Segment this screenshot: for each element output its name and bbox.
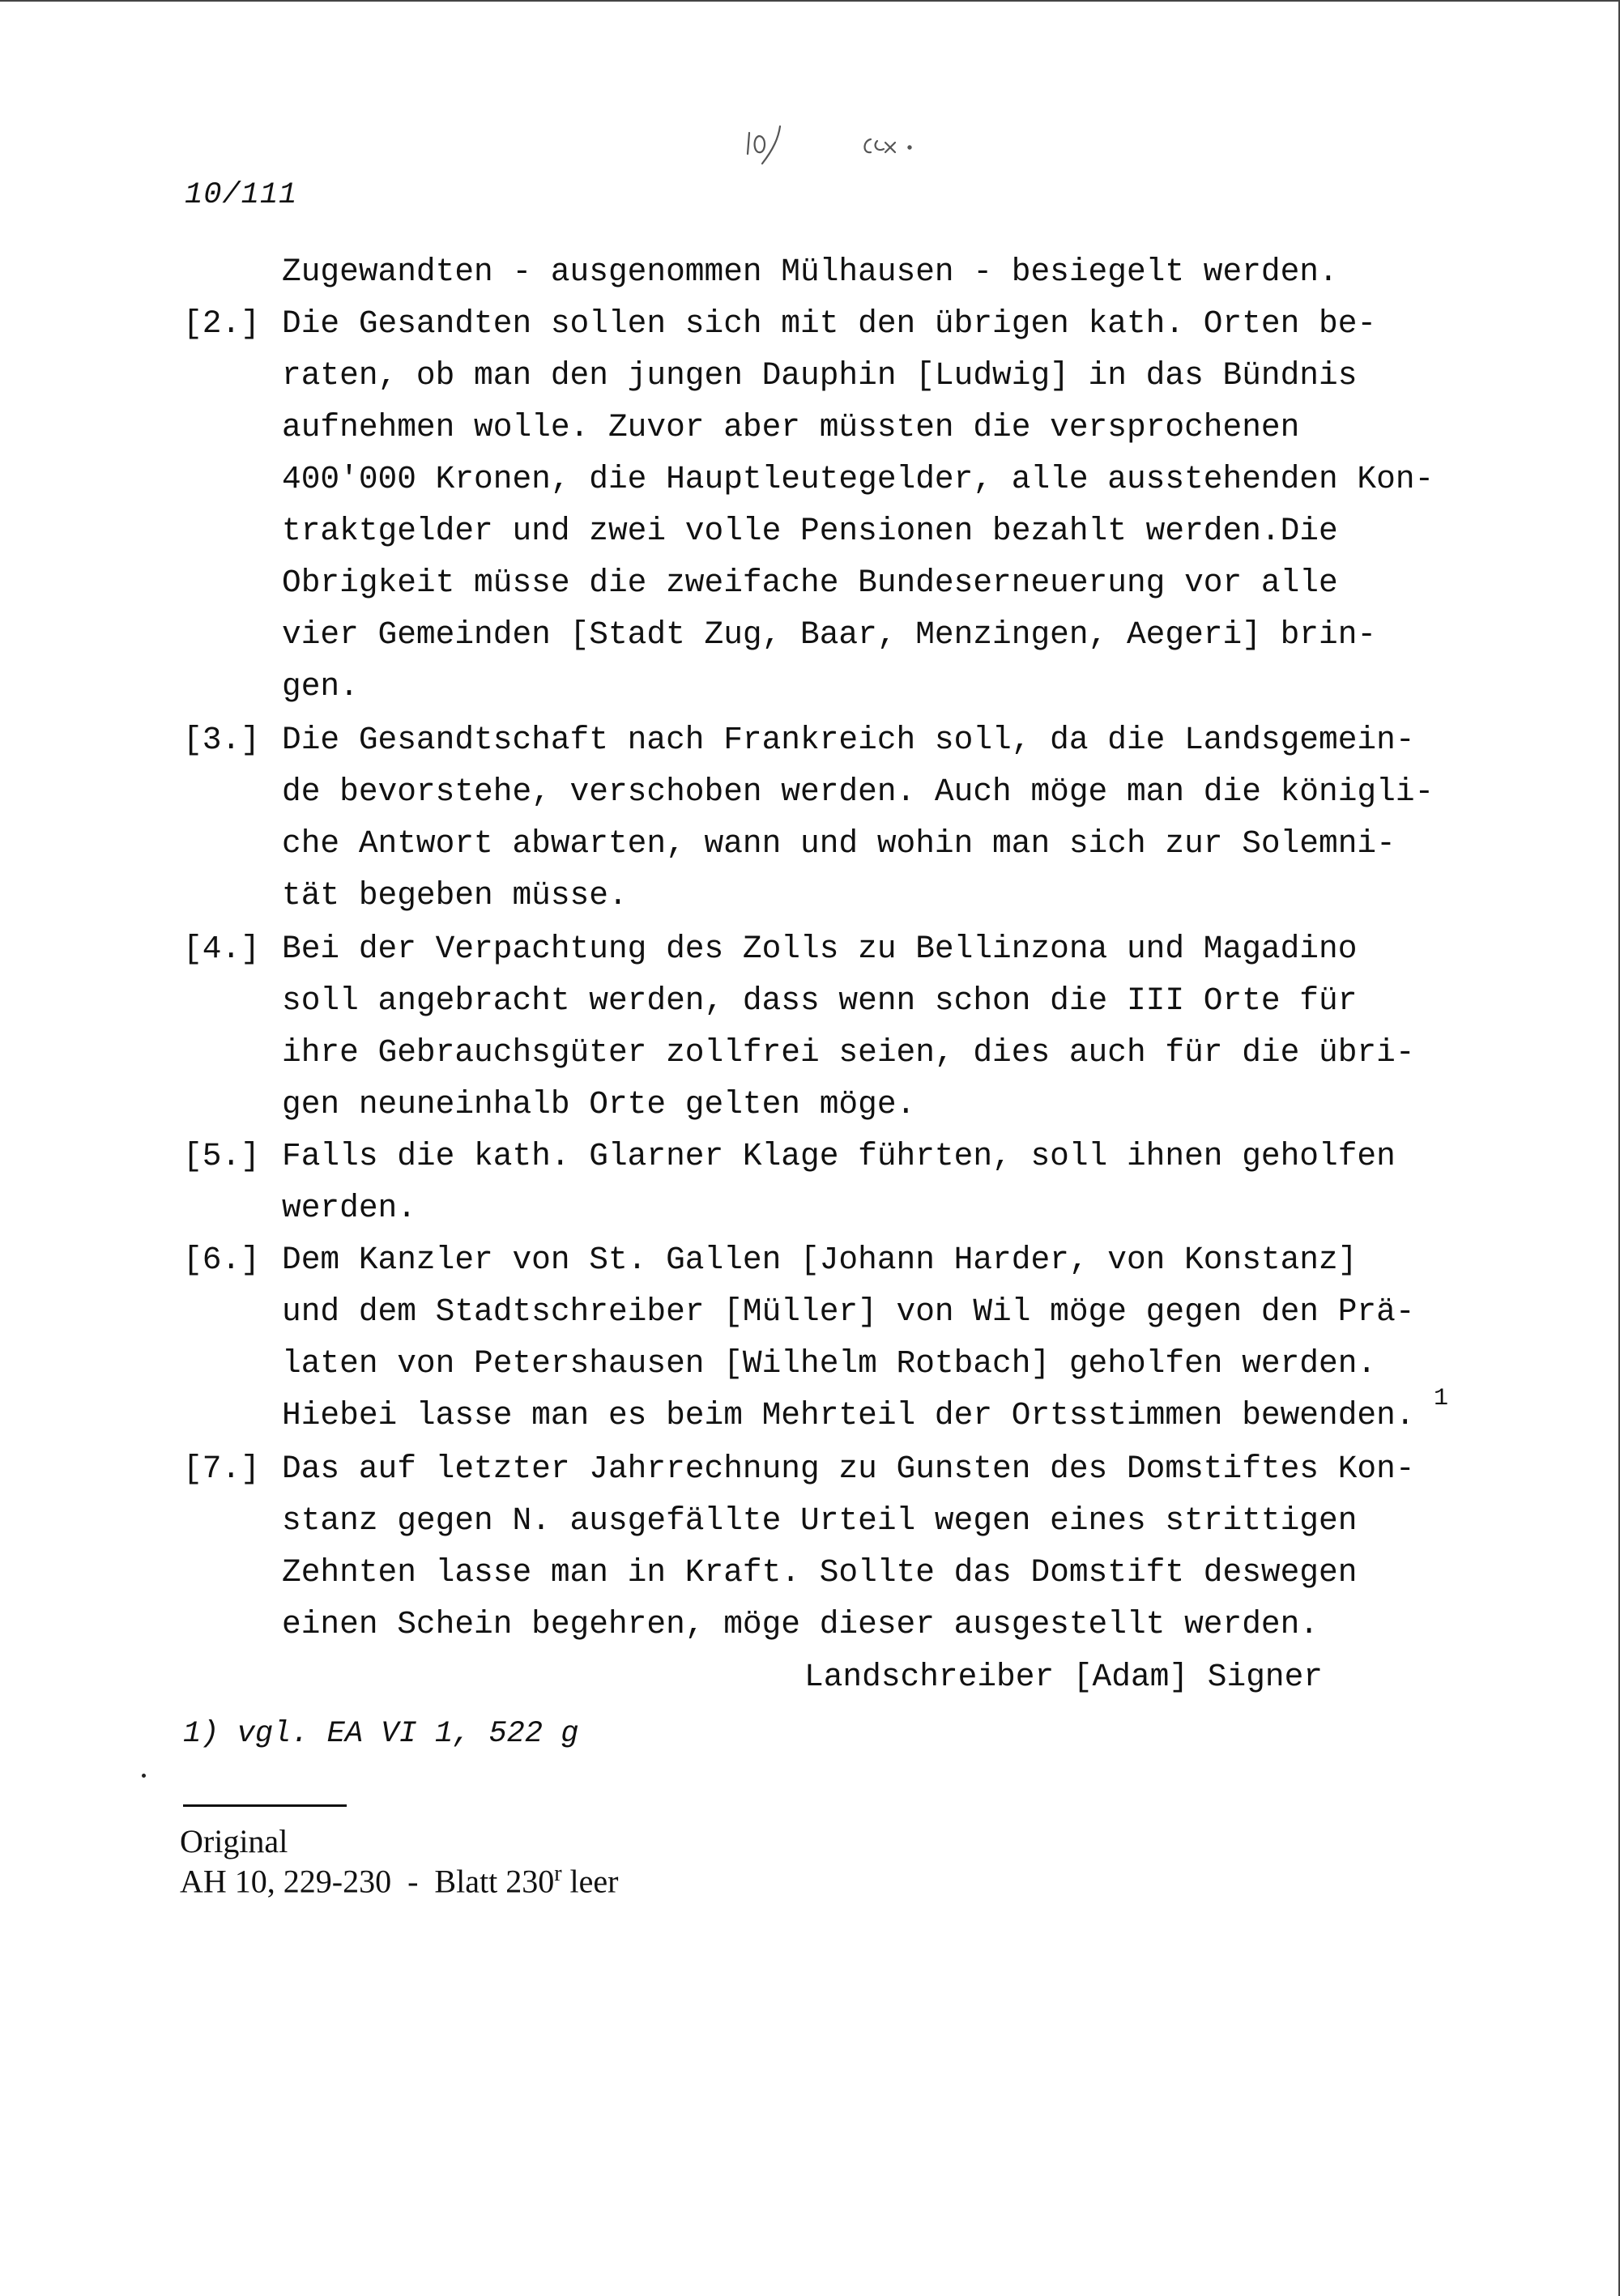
source-label: Original (180, 1823, 288, 1859)
text-line: 400'000 Kronen, die Hauptleutegelder, alle ausstehenden Kon- (282, 461, 1435, 497)
document-number: 10/111 (185, 178, 298, 212)
text-line: Hiebei lasse man es beim Mehrteil der Ortsstimmen bewenden. (282, 1397, 1415, 1433)
footnote-marker: 1 (1434, 1385, 1449, 1412)
text-line: raten, ob man den jungen Dauphin [Ludwig] in das Bündnis (282, 357, 1358, 394)
paragraph-continuation: Zugewandten - ausgenommen Mülhausen - besiegelt werden. (282, 253, 1338, 290)
text-line: Die Gesandten sollen sich mit den übrigen kath. Orten be- (282, 305, 1377, 342)
signature: Landschreiber [Adam] Signer (804, 1659, 1324, 1695)
text-line: ihre Gebrauchsgüter zollfrei seien, dies auch für die übri- (282, 1034, 1415, 1071)
text-line: Die Gesandtschaft nach Frankreich soll, da die Landsgemein- (282, 722, 1415, 758)
text-line: soll angebracht werden, dass wenn schon die III Orte für (282, 982, 1358, 1019)
text-line: werden. (282, 1190, 416, 1226)
text-line: Dem Kanzler von St. Gallen [Johann Harder, von Konstanz] (282, 1242, 1358, 1278)
text-line: traktgelder und zwei volle Pensionen bezahlt werden.Die (282, 513, 1338, 549)
text-line: stanz gegen N. ausgefällte Urteil wegen eines strittigen (282, 1502, 1358, 1539)
text-line: che Antwort abwarten, wann und wohin man sich zur Solemni- (282, 825, 1396, 862)
text-line: laten von Petershausen [Wilhelm Rotbach] geholfen werden. (282, 1345, 1377, 1382)
text-line: Zehnten lasse man in Kraft. Sollte das Domstift deswegen (282, 1554, 1358, 1591)
footnote: 1) vgl. EA VI 1, 522 g (183, 1717, 579, 1751)
text-line: und dem Stadtschreiber [Müller] von Wil möge gegen den Prä- (282, 1293, 1415, 1330)
scan-edge-top (0, 0, 1620, 2)
text-line: Das auf letzter Jahrrechnung zu Gunsten des Domstiftes Kon- (282, 1450, 1415, 1487)
text-line: de bevorstehe, verschoben werden. Auch möge man die königli- (282, 773, 1435, 810)
text-line: tät begeben müsse. (282, 877, 628, 914)
item-number: [4.] (183, 931, 260, 967)
text-line: einen Schein begehren, möge dieser ausgestellt werden. (282, 1606, 1319, 1642)
item-number: [2.] (183, 305, 260, 342)
text-line: gen. (282, 668, 359, 705)
text-line: gen neuneinhalb Orte gelten möge. (282, 1086, 916, 1122)
scan-speck (142, 1774, 146, 1778)
item-number: [3.] (183, 722, 260, 758)
source-reference (180, 1861, 618, 1900)
item-number: [6.] (183, 1242, 260, 1278)
source-ref-prefix: AH 10, 229-230 - Blatt 230 (180, 1863, 555, 1900)
source-ref-superscript: r (554, 1861, 562, 1886)
text-line: vier Gemeinden [Stadt Zug, Baar, Menzingen, Aegeri] brin- (282, 616, 1377, 653)
item-number: [7.] (183, 1450, 260, 1487)
text-line: Falls die kath. Glarner Klage führten, soll ihnen geholfen (282, 1138, 1396, 1174)
item-number: [5.] (183, 1138, 260, 1174)
text-line: aufnehmen wolle. Zuvor aber müssten die versprochenen (282, 409, 1300, 445)
source-ref-suffix: leer (561, 1863, 619, 1900)
handwritten-marks (741, 121, 936, 170)
text-line: Bei der Verpachtung des Zolls zu Bellinzona und Magadino (282, 931, 1358, 967)
footnote-separator (183, 1804, 347, 1807)
text-line: Obrigkeit müsse die zweifache Bundeserneuerung vor alle (282, 564, 1338, 601)
